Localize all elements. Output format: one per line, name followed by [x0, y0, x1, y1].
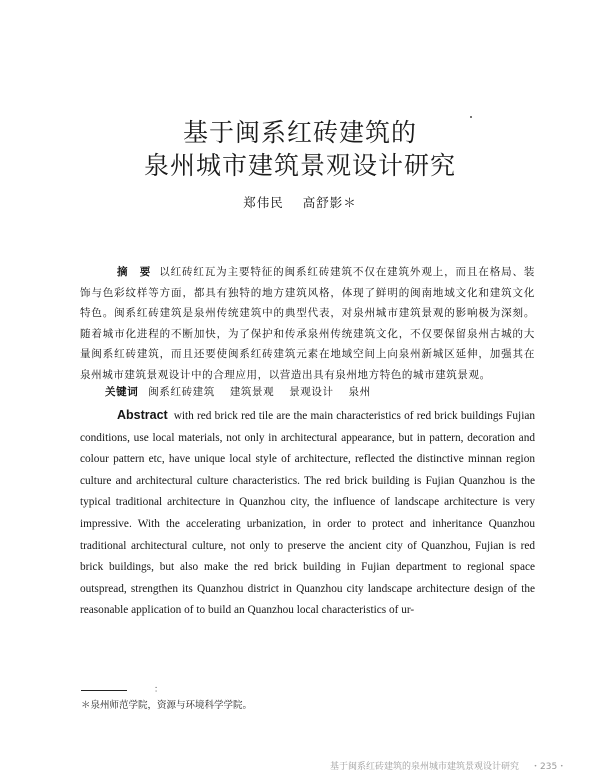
page-number: ・235・: [531, 762, 567, 772]
keyword-item: 景观设计: [289, 386, 334, 398]
author-1: 郑伟民: [243, 195, 284, 210]
keywords: [105, 384, 535, 399]
english-abstract: [80, 405, 535, 622]
title-line-2: 泉州城市建筑景观设计研究: [143, 151, 456, 180]
keyword-item: 泉州: [348, 386, 371, 398]
author-2: 高舒影＊: [302, 195, 357, 210]
chinese-abstract-label: 摘 要: [117, 266, 152, 278]
authors: [0, 193, 600, 211]
footnote: ＊泉州师范学院，资源与环境科学学院。: [81, 700, 253, 711]
running-footer: [330, 759, 600, 772]
running-footer-title: 基于闽系红砖建筑的泉州城市建筑景观设计研究: [330, 762, 520, 772]
keyword-item: 闽系红砖建筑: [148, 386, 215, 398]
title-line-1: 基于闽系红砖建筑的: [182, 118, 417, 147]
english-abstract-label: Abstract: [117, 408, 168, 422]
chinese-abstract: [80, 262, 535, 386]
footnote-dots: ：: [154, 685, 165, 695]
footnote-rule: [81, 690, 127, 691]
chinese-abstract-text: 以红砖红瓦为主要特征的闽系红砖建筑不仅在建筑外观上，而且在格局、装饰与色彩纹样等方面，都具有独特的地方建筑风格，体现了鲜明的闽南地域文化和建筑文化特色。闽系红砖建筑是泉州传统建筑中的典型代表，对泉州城市建筑景观的影响极为深刻。随着城市化进程的不断加快，为了保护和传承泉州传统建筑文化，不仅要保留泉州古城的大量闽系红砖建筑，而且还要使闽系红砖建筑元素在地域空间上向泉州新城区延伸，加强其在泉州城市建筑景观设计中的合理应用，以营造出具有泉州地方特色的城市建筑景观。: [80, 266, 535, 381]
keyword-item: 建筑景观: [229, 386, 275, 398]
english-abstract-text: with red brick red tile are the main characteristics of red brick buildings Fujian conditions, use local materials, not only in architectural appearance, but in pattern, decoration and colour pattern etc, have unique local style of architecture, reflected the distinctive minnan region culture and architectural culture characteristics. The red brick building is Fujian Quanzhou is the typical traditional architecture in Quanzhou city, the influence of landscape architecture is very impressive. With the accelerating urbanization, in order to protect and inheritance Quanzhou traditional architectural culture, not only to preserve the ancient city of Quanzhou, Fujian is red brick buildings, but also make the red brick building in Fujian department to regional space outspread, strengthen its Quanzhou district in Quanzhou city landscape architecture design of the reasonable application of to build an Quanzhou local characteristics of ur-: [80, 410, 535, 617]
keywords-label: 关键词: [105, 386, 139, 398]
